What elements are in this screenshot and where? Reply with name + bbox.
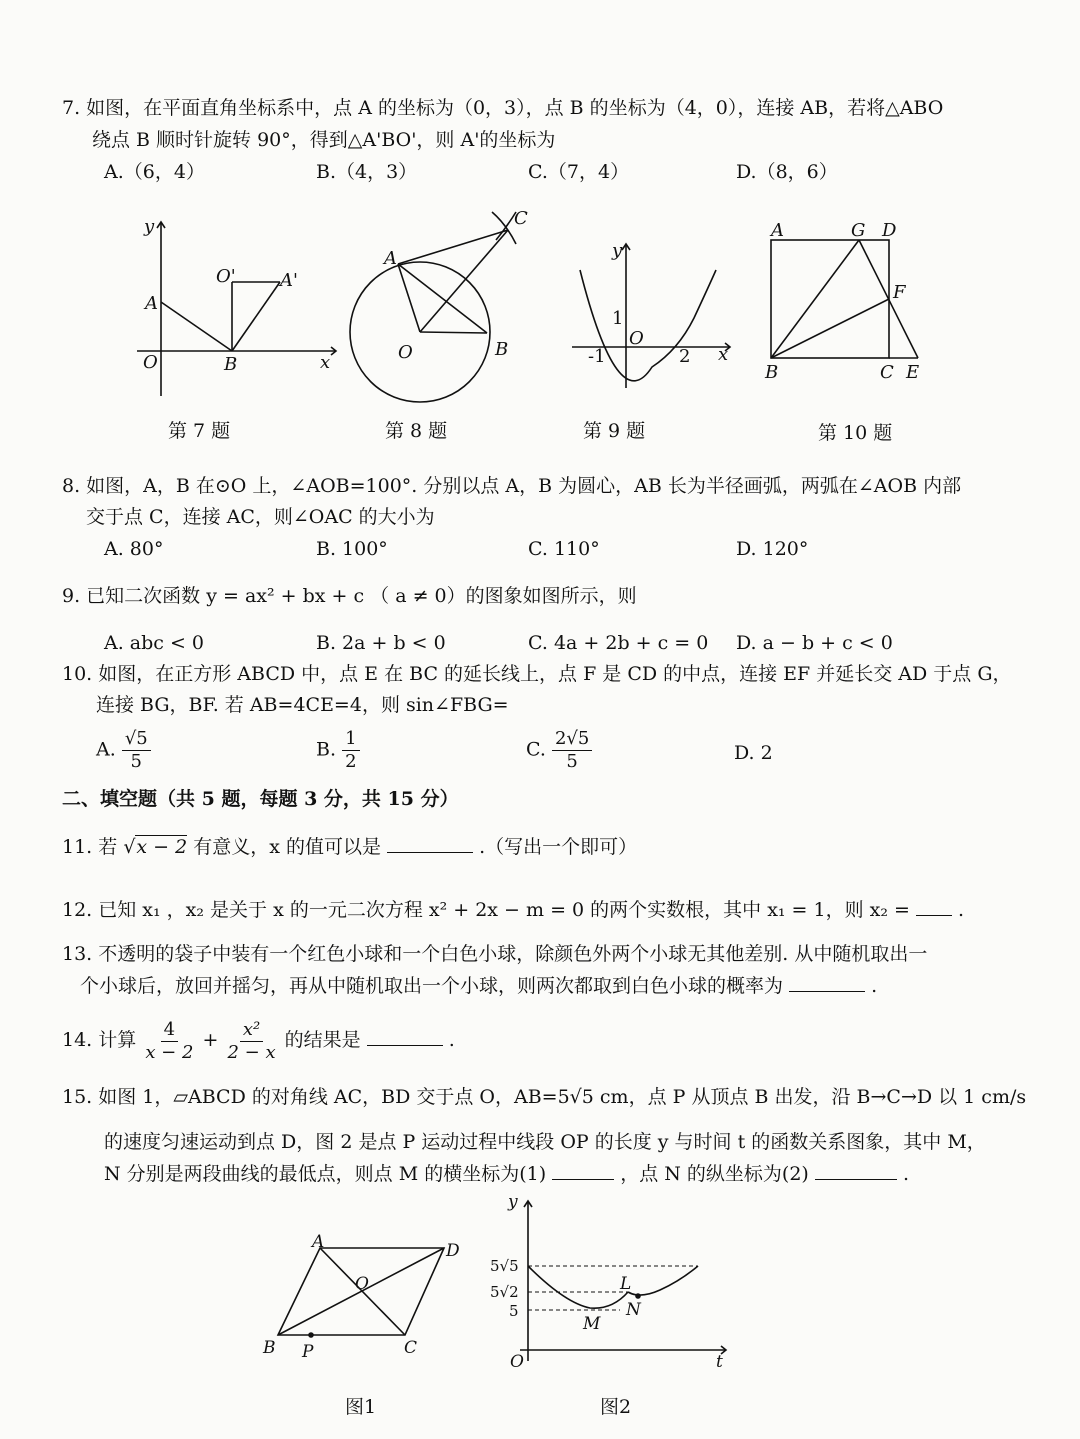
q9-stem: 9. 已知二次函数 y = ax² + bx + c （ a ≠ 0）的图象如图所示，则 xyxy=(62,585,637,607)
q8-option-c: C. 110° xyxy=(528,538,600,560)
fig7-label-a2: A' xyxy=(280,270,298,291)
fig8-label-b: B xyxy=(495,339,509,360)
fig8-segment-ab xyxy=(398,264,487,333)
q14-f1-den: x − 2 xyxy=(145,1041,194,1063)
fig10-label-f: F xyxy=(893,282,906,303)
fig8-label-a: A xyxy=(384,248,397,269)
q13-line1: 13. 不透明的袋子中装有一个红色小球和一个白色小球，除颜色外两个小球无其他差别. 从中随机取出一 xyxy=(62,943,928,965)
fig15-2-caption: 图2 xyxy=(600,1396,632,1418)
fig15-2-curve-2 xyxy=(628,1266,698,1295)
fig10-square xyxy=(771,240,889,358)
fig7-label-o2: O' xyxy=(216,266,236,287)
q9-option-b: B. 2a + b < 0 xyxy=(316,632,446,654)
q10-option-b-den: 2 xyxy=(345,751,357,772)
fig10-segment-bg xyxy=(771,240,859,358)
fig15-1-label-d: D xyxy=(446,1241,460,1261)
q10-line1: 10. 如图，在正方形 ABCD 中，点 E 在 BC 的延长线上，点 F 是 CD 的中点，连接 EF 并延长交 AD 于点 G， xyxy=(62,663,1012,685)
q9-option-c: C. 4a + 2b + c = 0 xyxy=(528,632,709,654)
q10-option-c-den: 5 xyxy=(566,751,578,772)
fig15-2-curve-1 xyxy=(528,1266,628,1308)
fig15-1-label-a: A xyxy=(312,1232,325,1252)
q9-option-a: A. abc < 0 xyxy=(104,632,205,654)
fig7-segment-ab xyxy=(161,302,232,351)
fig8-diagram xyxy=(350,212,516,402)
fig8-segment-ac xyxy=(398,230,508,264)
q12-line xyxy=(62,896,964,924)
fig15-2-label-y: y xyxy=(508,1192,518,1212)
fig9-label-x: x xyxy=(718,344,729,365)
q10-option-a-den: 5 xyxy=(130,751,142,772)
q14-tail: . xyxy=(448,1029,455,1051)
fig7-label-a: A xyxy=(145,293,158,314)
q11-before: 11. 若 xyxy=(62,836,118,858)
q12-tail: . xyxy=(958,899,965,921)
q10-option-c xyxy=(526,728,592,773)
q8-line2: 交于点 C，连接 AC，则∠OAC 的大小为 xyxy=(86,506,435,528)
fig8-arc-2 xyxy=(496,212,516,240)
fig15-2-label-y1: 5√5 xyxy=(490,1257,519,1275)
fig15-1-label-o: O xyxy=(355,1274,369,1294)
fig10-label-e: E xyxy=(906,362,920,383)
q8-option-d: D. 120° xyxy=(736,538,809,560)
fig15-1-label-c: C xyxy=(404,1338,418,1358)
q10-option-b-prefix: B. xyxy=(316,738,337,761)
fig7-segment-ba2 xyxy=(232,282,280,351)
q11-radical: √x − 2 xyxy=(123,836,188,858)
fig9-label-y: y xyxy=(612,240,623,261)
q8-line1: 8. 如图，A，B 在⊙O 上，∠AOB=100°. 分别以点 A，B 为圆心，AB 长为半径画弧，两弧在∠AOB 内部 xyxy=(62,475,962,497)
fig15-2-label-y2: 5√2 xyxy=(490,1283,519,1301)
q10-option-c-num: 2√5 xyxy=(552,728,592,751)
q10-option-a-fraction xyxy=(122,728,151,773)
fig10-segment-bf xyxy=(771,299,889,358)
fig7-label-x: x xyxy=(320,352,331,373)
q7-line2: 绕点 B 顺时针旋转 90°，得到△A'BO'，则 A'的坐标为 xyxy=(92,129,556,151)
fig7-label-b: B xyxy=(224,354,238,375)
fig8-segment-oa xyxy=(398,264,420,332)
q11-radicand: x − 2 xyxy=(136,836,188,858)
q15-tail: . xyxy=(902,1163,909,1185)
fig9-label-one: 1 xyxy=(612,308,624,329)
fig7-caption: 第 7 题 xyxy=(168,420,231,442)
q10-line2: 连接 BG，BF. 若 AB=4CE=4，则 sin∠FBG= xyxy=(96,694,509,716)
fig9-caption: 第 9 题 xyxy=(583,420,646,442)
q10-option-d: D. 2 xyxy=(734,742,773,764)
fig8-segment-oc xyxy=(420,230,508,332)
q7-option-b: B.（4，3） xyxy=(316,161,418,183)
q8-option-b: B. 100° xyxy=(316,538,388,560)
q11-line xyxy=(62,833,637,861)
q11-tail: .（写出一个即可） xyxy=(479,836,638,858)
q7-option-c: C.（7，4） xyxy=(528,161,630,183)
fig8-caption: 第 8 题 xyxy=(385,420,448,442)
q10-option-c-fraction xyxy=(552,728,592,773)
q15-figures xyxy=(0,1185,1080,1375)
q15-answer-blank-2[interactable] xyxy=(815,1161,897,1180)
fig15-2-point-n xyxy=(635,1293,641,1299)
q13-answer-blank[interactable] xyxy=(789,973,865,992)
q15-line3a: N 分别是两段曲线的最低点，则点 M 的横坐标为(1) xyxy=(104,1163,547,1185)
q15-line2: 的速度匀速运动到点 D，图 2 是点 P 运动过程中线段 OP 的长度 y 与时间 t 的函数关系图象，其中 M， xyxy=(104,1131,986,1153)
q14-after: 的结果是 xyxy=(284,1029,361,1051)
q13-line2 xyxy=(80,972,877,1000)
q14-f2-num: x² xyxy=(240,1019,263,1042)
q13-line2-text: 个小球后，放回并摇匀，再从中随机取出一个小球，则两次都取到白色小球的概率为 xyxy=(80,975,784,997)
q14-f1-num: 4 xyxy=(161,1019,178,1042)
fig10-label-a: A xyxy=(771,220,784,241)
fig15-1-label-b: B xyxy=(263,1338,276,1358)
q11-answer-blank[interactable] xyxy=(387,834,473,853)
q10-option-c-prefix: C. xyxy=(526,738,546,761)
fig8-segment-ob xyxy=(420,332,487,333)
q14-line xyxy=(62,1016,455,1064)
q9-option-d: D. a − b + c < 0 xyxy=(736,632,893,654)
figures-row xyxy=(0,200,1080,450)
q15-line1: 15. 如图 1，▱ABCD 的对角线 AC，BD 交于点 O，AB=5√5 cm，点 P 从顶点 B 出发，沿 B→C→D 以 1 cm/s xyxy=(62,1086,1027,1108)
fig7-label-o: O xyxy=(143,352,158,373)
fig9-label-neg1: -1 xyxy=(588,346,606,367)
fig9-label-o: O xyxy=(629,328,644,349)
fig7-label-y: y xyxy=(144,216,155,237)
q13-tail: . xyxy=(871,975,878,997)
q10-option-a-num: √5 xyxy=(122,728,151,751)
q7-option-a: A.（6，4） xyxy=(104,161,205,183)
fig15-2-label-o: O xyxy=(510,1352,524,1372)
fig15-1-caption: 图1 xyxy=(345,1396,377,1418)
fig8-label-o: O xyxy=(398,342,413,363)
q15-line3b: ，点 N 的纵坐标为(2) xyxy=(620,1163,809,1185)
q12-text: 12. 已知 x₁ ，x₂ 是关于 x 的一元二次方程 x² + 2x − m = 0 的两个实数根，其中 x₁ = 1，则 x₂ = xyxy=(62,899,910,921)
q10-option-b-num: 1 xyxy=(342,728,359,751)
fig15-2-label-y3: 5 xyxy=(509,1302,519,1320)
q14-before: 14. 计算 xyxy=(62,1029,137,1051)
q11-after: 有意义，x 的值可以是 xyxy=(193,836,382,858)
fig15-2-label-m: M xyxy=(583,1314,601,1334)
q7-option-d: D.（8，6） xyxy=(736,161,838,183)
fig10-label-b: B xyxy=(765,362,779,383)
q14-plus: + xyxy=(202,1029,219,1051)
q10-option-a-prefix: A. xyxy=(96,738,116,761)
fig10-caption: 第 10 题 xyxy=(818,422,893,444)
fig15-2-label-t: t xyxy=(716,1352,723,1372)
fig10-label-c: C xyxy=(880,362,894,383)
q8-option-a: A. 80° xyxy=(104,538,164,560)
q10-option-b xyxy=(316,728,360,773)
fig15-1-point-p xyxy=(308,1332,314,1338)
q14-fraction-2 xyxy=(224,1019,278,1064)
fig8-label-c: C xyxy=(514,208,528,229)
fig15-2-label-l: L xyxy=(620,1274,632,1294)
fig9-label-two: 2 xyxy=(679,346,691,367)
q14-answer-blank[interactable] xyxy=(367,1027,443,1046)
fig15-1-label-p: P xyxy=(302,1342,314,1362)
q7-line1: 7. 如图，在平面直角坐标系中，点 A 的坐标为（0，3），点 B 的坐标为（4，0），连接 AB，若将△ABO xyxy=(62,97,944,119)
q14-f2-den: 2 − x xyxy=(227,1041,276,1063)
fig10-label-g: G xyxy=(851,220,866,241)
fig15-2-label-n: N xyxy=(626,1300,641,1320)
q10-option-a xyxy=(96,728,151,773)
q14-fraction-1 xyxy=(142,1019,196,1064)
q15-line3 xyxy=(104,1160,909,1188)
q15-answer-blank-1[interactable] xyxy=(552,1161,614,1180)
fig10-label-d: D xyxy=(882,220,897,241)
q10-option-b-fraction xyxy=(342,728,359,773)
section2-heading: 二、填空题（共 5 题，每题 3 分，共 15 分） xyxy=(62,788,459,810)
q12-answer-blank[interactable] xyxy=(916,897,952,916)
